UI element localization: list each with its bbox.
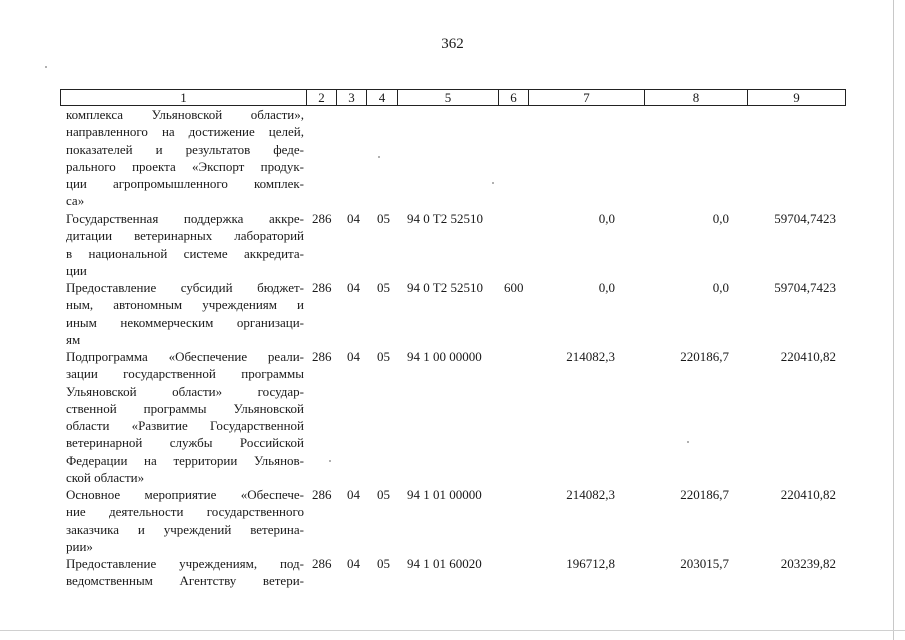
cell-ministry: 286 bbox=[312, 349, 332, 364]
row-name-line: са» bbox=[66, 193, 85, 209]
cell-ministry: 286 bbox=[312, 487, 332, 502]
column-header: 7 bbox=[528, 90, 644, 105]
cell-subsection: 05 bbox=[377, 556, 390, 571]
row-name-line: иным некоммерческим организаци- bbox=[66, 314, 304, 330]
row-name-line: заказчика и учреждений ветерина- bbox=[66, 521, 304, 537]
cell-target-code: 94 0 T2 52510 bbox=[407, 211, 483, 226]
cell-amount-col9: 220410,82 bbox=[780, 487, 836, 502]
row-name-line: Государственная поддержка аккре- bbox=[66, 211, 304, 226]
column-header: 5 bbox=[397, 90, 498, 105]
cell-subsection: 05 bbox=[377, 487, 390, 502]
cell-ministry: 286 bbox=[312, 280, 332, 295]
page-edge bbox=[893, 0, 894, 640]
cell-amount-col8: 0,0 bbox=[712, 211, 729, 226]
cell-target-code: 94 1 01 00000 bbox=[407, 487, 482, 502]
row-name-line: ям bbox=[66, 331, 81, 347]
cell-amount-col9: 220410,82 bbox=[780, 349, 836, 364]
row-name-line: дитации ветеринарных лабораторий bbox=[66, 228, 304, 244]
row-name-line: ным, автономным учреждениям и bbox=[66, 297, 304, 313]
row-name-line: в национальной системе аккредита- bbox=[66, 245, 304, 261]
cell-subsection: 05 bbox=[377, 211, 390, 226]
cell-amount-col7: 0,0 bbox=[598, 280, 615, 295]
cell-amount-col8: 0,0 bbox=[712, 280, 729, 295]
row-name-line: ственной программы Ульяновской bbox=[66, 400, 304, 416]
page-number: 362 bbox=[441, 36, 464, 52]
cell-amount-col8: 220186,7 bbox=[680, 349, 729, 364]
row-name-line: ние деятельности государственного bbox=[66, 504, 304, 520]
row-name bbox=[66, 486, 304, 555]
scan-speck bbox=[45, 66, 47, 68]
scan-speck bbox=[329, 460, 331, 462]
cell-section: 04 bbox=[347, 556, 360, 571]
row-name-line: зации государственной программы bbox=[66, 366, 304, 382]
row-name-line: ции агропромышленного комплек- bbox=[66, 176, 304, 192]
row-name-line: Основное мероприятие «Обеспече- bbox=[66, 487, 304, 502]
cell-section: 04 bbox=[347, 211, 360, 226]
column-header: 4 bbox=[366, 90, 397, 105]
row-name-line: показателей и результатов феде- bbox=[66, 141, 304, 157]
row-name-line: области «Развитие Государственной bbox=[66, 418, 304, 434]
row-name-line: ской области» bbox=[66, 470, 145, 486]
cell-amount-col7: 0,0 bbox=[598, 211, 615, 226]
row-name-line: Подпрограмма «Обеспечение реали- bbox=[66, 349, 304, 364]
row-name-line: ветеринарной службы Российской bbox=[66, 435, 304, 451]
cell-target-code: 94 1 01 60020 bbox=[407, 556, 482, 571]
column-header: 9 bbox=[747, 90, 845, 105]
page-edge bbox=[0, 630, 905, 631]
row-name-line: комплекса Ульяновской области», bbox=[66, 107, 304, 122]
cell-ministry: 286 bbox=[312, 211, 332, 226]
row-name-line: Предоставление субсидий бюджет- bbox=[66, 280, 304, 295]
cell-expense-type: 600 bbox=[504, 280, 524, 295]
column-header: 1 bbox=[180, 90, 187, 105]
cell-target-code: 94 0 T2 52510 bbox=[407, 280, 483, 295]
scan-speck bbox=[687, 441, 689, 443]
cell-amount-col9: 59704,7423 bbox=[774, 280, 836, 295]
row-name-line: ции bbox=[66, 262, 87, 278]
row-name bbox=[66, 279, 304, 348]
cell-section: 04 bbox=[347, 349, 360, 364]
cell-amount-col9: 59704,7423 bbox=[774, 211, 836, 226]
cell-amount-col8: 220186,7 bbox=[680, 487, 729, 502]
row-name bbox=[66, 348, 304, 486]
row-name bbox=[66, 555, 304, 590]
cell-amount-col8: 203015,7 bbox=[680, 556, 729, 571]
row-name-line: Федерации на территории Ульянов- bbox=[66, 452, 304, 468]
cell-amount-col7: 196712,8 bbox=[566, 556, 615, 571]
cell-amount-col7: 214082,3 bbox=[566, 349, 615, 364]
scan-speck bbox=[378, 156, 380, 158]
cell-subsection: 05 bbox=[377, 280, 390, 295]
row-name-line: Предоставление учреждениям, под- bbox=[66, 556, 304, 571]
table-header-row bbox=[60, 89, 846, 106]
cell-section: 04 bbox=[347, 280, 360, 295]
column-header: 6 bbox=[498, 90, 528, 105]
cell-ministry: 286 bbox=[312, 556, 332, 571]
cell-target-code: 94 1 00 00000 bbox=[407, 349, 482, 364]
column-header: 2 bbox=[306, 90, 336, 105]
scan-speck bbox=[492, 182, 494, 184]
row-name-line: рального проекта «Экспорт продук- bbox=[66, 158, 304, 174]
column-header: 8 bbox=[644, 90, 747, 105]
row-name-line: направленного на достижение целей, bbox=[66, 124, 304, 140]
cell-amount-col9: 203239,82 bbox=[780, 556, 836, 571]
cell-amount-col7: 214082,3 bbox=[566, 487, 615, 502]
row-name bbox=[66, 106, 304, 210]
row-name bbox=[66, 210, 304, 279]
column-header: 3 bbox=[336, 90, 366, 105]
cell-subsection: 05 bbox=[377, 349, 390, 364]
row-name-line: Ульяновской области» государ- bbox=[66, 383, 304, 399]
cell-section: 04 bbox=[347, 487, 360, 502]
row-name-line: рии» bbox=[66, 538, 93, 554]
row-name-line: ведомственным Агентству ветери- bbox=[66, 573, 304, 589]
